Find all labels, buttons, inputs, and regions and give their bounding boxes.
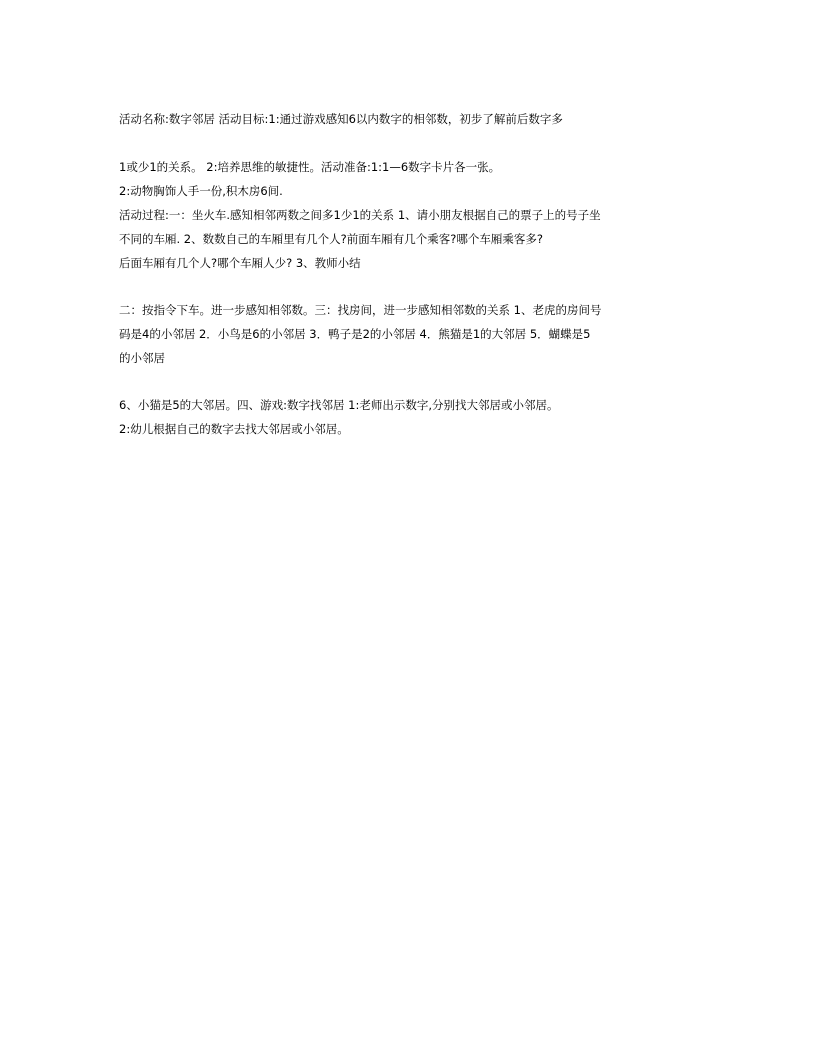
text-line-step-two-three: 二：按指令下车。进一步感知相邻数。三：找房间，进一步感知相邻数的关系 1、老虎的房间号 — [119, 303, 602, 317]
text-line-animal-neighbors-end: 的小邻居 — [119, 351, 165, 365]
text-line-activity-name-and-goal: 活动名称:数字邻居 活动目标:1:通过游戏感知6以内数字的相邻数，初步了解前后数字多 — [119, 112, 563, 126]
text-line-preparation: 2:动物胸饰人手一份,积木房6间. — [119, 184, 283, 198]
text-line-process-carriages: 不同的车厢. 2、数数自己的车厢里有几个人?前面车厢有几个乘客?哪个车厢乘客多? — [119, 232, 543, 246]
text-line-process-step-one: 活动过程:一：坐火车.感知相邻两数之间多1少1的关系 1、请小朋友根据自己的票子上的号子坐 — [119, 208, 601, 222]
text-line-game-continued: 2:幼儿根据自己的数字去找大邻居或小邻居。 — [119, 422, 349, 436]
text-line-animal-neighbors: 码是4的小邻居 2．小鸟是6的小邻居 3．鸭子是2的小邻居 4．熊猫是1的大邻居 5．蝴蝶是5 — [119, 327, 591, 341]
text-line-game: 6、小猫是5的大邻居。四、游戏:数字找邻居 1:老师出示数字,分别找大邻居或小邻居。 — [119, 398, 559, 412]
text-line-goal-continued: 1或少1的关系。 2:培养思维的敏捷性。活动准备:1:1—6数字卡片各一张。 — [119, 160, 501, 174]
text-line-process-summary: 后面车厢有几个人?哪个车厢人少? 3、教师小结 — [119, 256, 361, 270]
